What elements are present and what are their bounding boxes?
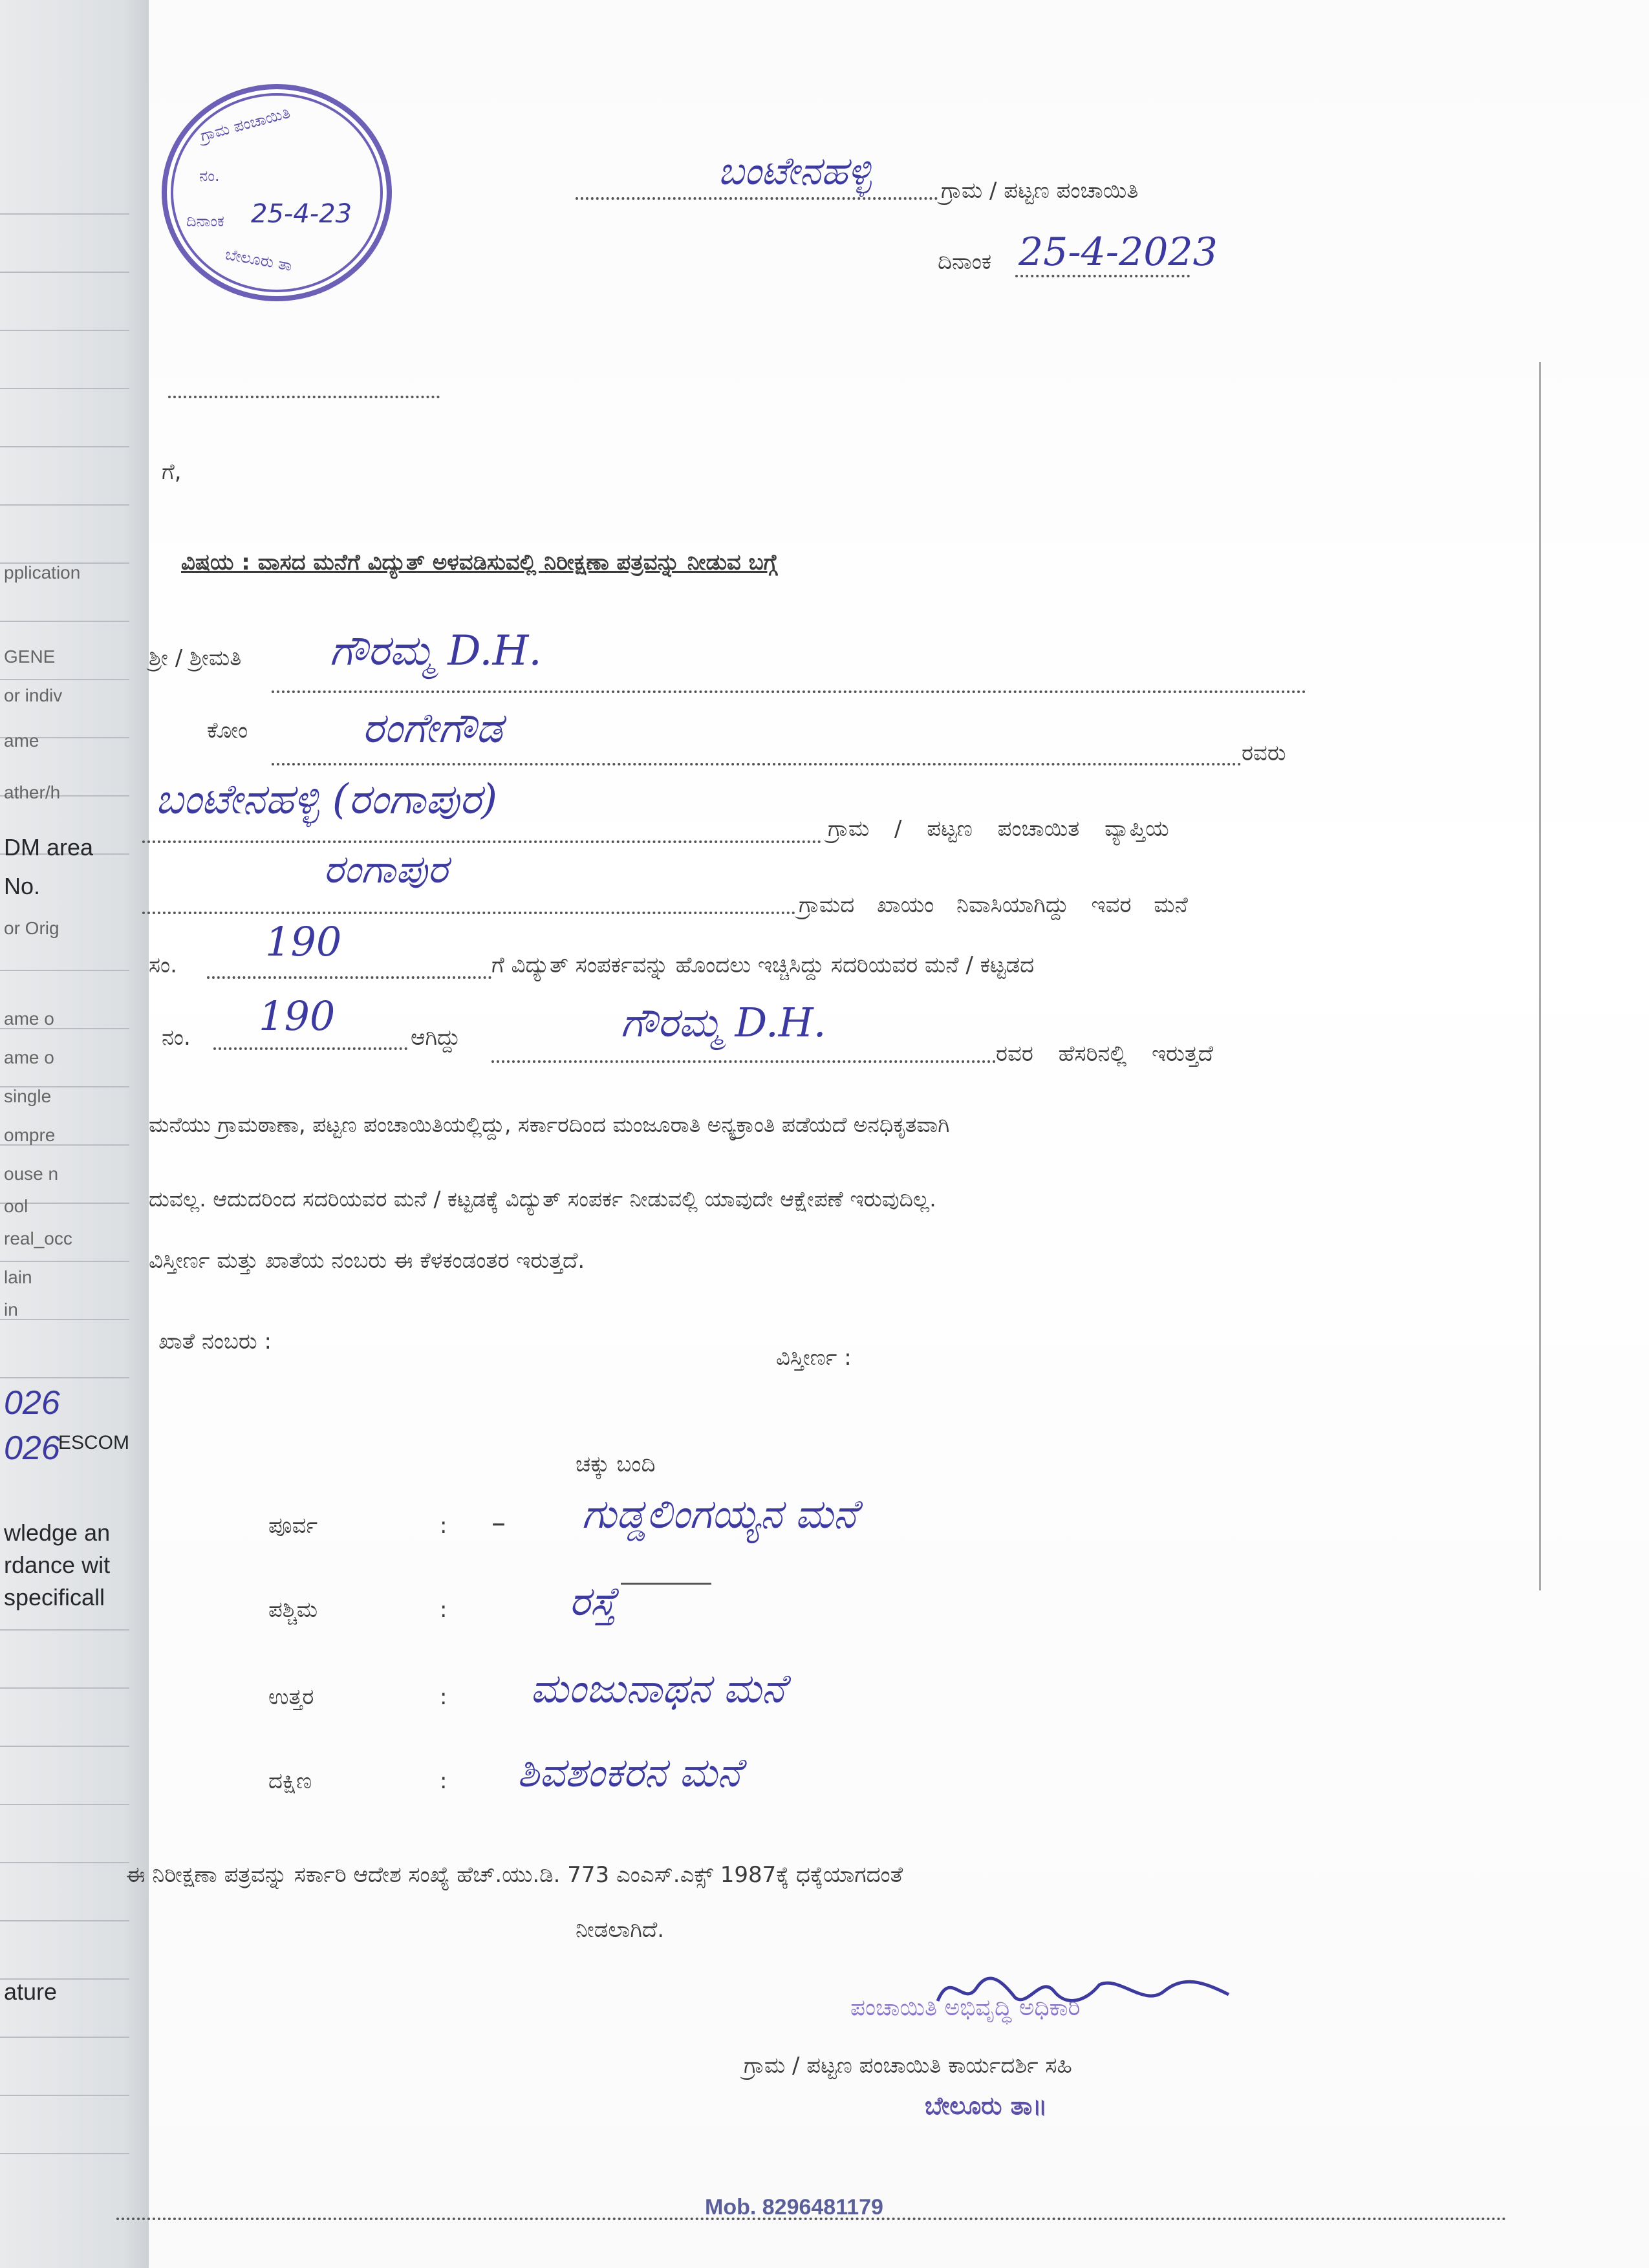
under-text: ame o xyxy=(4,1047,54,1067)
under-text: wledge an xyxy=(4,1519,111,1546)
dotted-line xyxy=(142,840,821,843)
khata-label: ಖಾತೆ ನಂಬರು : xyxy=(158,1329,272,1354)
house-no2-label: ನಂ. xyxy=(162,1025,191,1051)
under-text: or Orig xyxy=(4,918,59,938)
panchayat-suffix: ಗ್ರಾಮ / ಪಟ್ಟಣ ಪಂಚಾಯಿತಿ xyxy=(941,178,1139,204)
under-handwritten: 026 xyxy=(4,1429,60,1467)
house-no-suffix: ಗೆ ವಿದ್ಯುತ್ ಸಂಪರ್ಕವನ್ನು ಹೊಂದಲು ಇಚ್ಚಿಸಿದ್ದು ಸದರಿಯವರ ಮನೆ / ಕಟ್ಟಡದ xyxy=(491,952,1035,978)
under-text: ESCOM xyxy=(58,1432,130,1453)
under-text: ature xyxy=(4,1978,58,2005)
seal-date-value: 25-4-23 xyxy=(251,199,352,229)
closing-line-2: ನೀಡಲಾಗಿದೆ. xyxy=(576,1917,665,1943)
dotted-line xyxy=(272,690,1306,693)
under-text: DM area xyxy=(4,834,94,861)
boundary-east-label: ಪೂರ್ವ xyxy=(268,1513,318,1539)
under-text: or indiv xyxy=(4,685,63,705)
under-text: ompre xyxy=(4,1125,56,1145)
dotted-line xyxy=(491,1060,996,1063)
under-text: single xyxy=(4,1086,52,1106)
mobile-number: Mob. 8296481179 xyxy=(705,2195,883,2220)
subject-line: ವಿಷಯ : ವಾಸದ ಮನೆಗೆ ವಿದ್ಯುತ್ ಅಳವಡಿಸುವಲ್ಲಿ ನಿರೀಕ್ಷಣಾ ಪತ್ರವನ್ನು ನೀಡುವ ಬಗ್ಗೆ xyxy=(181,550,778,575)
resident-village: ರಂಗಾಪುರ xyxy=(323,847,448,892)
house-no-label: ಸಂ. xyxy=(149,952,177,978)
dotted-line xyxy=(168,396,440,398)
under-handwritten: 026 xyxy=(4,1384,60,1422)
dotted-line xyxy=(207,976,491,979)
under-text: specificall xyxy=(4,1584,105,1610)
underlying-form xyxy=(0,0,158,2268)
under-text: ame o xyxy=(4,1009,54,1029)
boundary-north-value: ಮಂಜುನಾಥನ ಮನೆ xyxy=(530,1665,786,1712)
under-text: pplication xyxy=(4,562,81,583)
under-text: ame xyxy=(4,731,39,751)
under-text: ouse n xyxy=(4,1164,59,1184)
dash: – xyxy=(491,1506,506,1539)
house-no2-mid: ಆಗಿದ್ದು xyxy=(411,1025,460,1051)
boundary-north-label: ಉತ್ತರ xyxy=(268,1684,314,1710)
boundary-south-label: ದಕ್ಷಿಣ xyxy=(268,1768,312,1794)
colon: : xyxy=(440,1768,447,1794)
signatory-place: ಬೇಲೂರು ತಾ॥ xyxy=(925,2091,1048,2120)
chakku-title: ಚಕ್ಕು ಬಂದಿ xyxy=(576,1451,656,1477)
dotted-line xyxy=(142,912,795,914)
under-text: ool xyxy=(4,1196,28,1216)
seal-date-label: ದಿನಾಂಕ xyxy=(186,212,224,230)
colon: : xyxy=(440,1597,447,1623)
applicant-name: ಗೌರಮ್ಮ D.H. xyxy=(330,627,542,675)
underline xyxy=(621,1583,711,1585)
to-mark: ಗೆ, xyxy=(162,459,182,485)
village-suffix: ಗ್ರಾಮ / ಪಟ್ಟಣ ಪಂಚಾಯಿತ ವ್ಯಾಪ್ತಿಯ xyxy=(828,816,1169,842)
owner-suffix: ರವರ ಹೆಸರಿನಲ್ಲಿ ಇರುತ್ತದೆ xyxy=(996,1041,1214,1067)
area-label: ವಿಸ್ತೀರ್ಣ : xyxy=(776,1345,852,1371)
body-line-8: ವಿಸ್ತೀರ್ಣ ಮತ್ತು ಖಾತೆಯ ನಂಬರು ಈ ಕೆಳಕಂಡಂತರ ಇರುತ್ತದೆ. xyxy=(149,1248,585,1274)
under-text: ather/h xyxy=(4,782,61,802)
body-line-6: ಮನೆಯು ಗ್ರಾಮಠಾಣಾ, ಪಟ್ಟಣ ಪಂಚಾಯಿತಿಯಲ್ಲಿದ್ದು, ಸರ್ಕಾರದಿಂದ ಮಂಜೂರಾತಿ ಅನ್ಯಕ್ರಾಂತಿ ಪಡೆಯದೆ ಅನಧಿಕೃತವಾಗಿ xyxy=(149,1112,950,1137)
under-text: rdance wit xyxy=(4,1552,111,1578)
date-label: ದಿನಾಂಕ xyxy=(938,249,992,275)
village-name: ಬಂಟೇನಹಳ್ಳಿ (ರಂಗಾಪುರ) xyxy=(155,776,498,824)
dotted-line xyxy=(272,763,1242,765)
father-name: ರಂಗೇಗೌಡ xyxy=(362,705,503,753)
boundary-west-label: ಪಶ್ಚಿಮ xyxy=(268,1597,318,1623)
panchayat-seal xyxy=(162,84,392,301)
colon: : xyxy=(440,1684,447,1710)
closing-line-1: ಈ ನಿರೀಕ್ಷಣಾ ಪತ್ರವನ್ನು ಸರ್ಕಾರಿ ಆದೇಶ ಸಂಖ್ಯೆ ಹೆಚ್.ಯು.ಡಿ. 773 ಎಂಎಸ್.ಎಕ್ಸ್ 1987ಕ್ಕೆ ಧಕ್ಕೆಯಾಗದಂತೆ xyxy=(126,1862,903,1888)
colon: : xyxy=(440,1513,447,1539)
under-text: in xyxy=(4,1300,18,1320)
house-number: 190 xyxy=(265,918,342,965)
panchayat-name: ಬಂಟೇನಹಳ್ಳಿ xyxy=(718,149,872,194)
margin-line xyxy=(1539,362,1541,1590)
dotted-line xyxy=(213,1047,407,1050)
under-text: No. xyxy=(4,873,41,899)
body-line-7: ದುವಲ್ಲ. ಆದುದರಿಂದ ಸದರಿಯವರ ಮನೆ / ಕಟ್ಟಡಕ್ಕೆ ವಿದ್ಯುತ್ ಸಂಪರ್ಕ ನೀಡುವಲ್ಲಿ ಯಾವುದೇ ಆಕ್ಷೇಪಣೆ ಇರುವುದಿಲ್ಲ. xyxy=(149,1186,936,1212)
house-number-2: 190 xyxy=(259,992,336,1040)
seal-text-top: ಗ್ರಾಮ ಪಂಚಾಯಿತಿ xyxy=(198,103,292,145)
dotted-line xyxy=(1015,275,1190,277)
under-text: lain xyxy=(4,1267,32,1287)
officer-stamp: ಪಂಚಾಯಿತಿ ಅಭಿವೃದ್ಧಿ ಅಧಿಕಾರಿ xyxy=(850,1995,1081,2021)
ravaru-label: ರವರು xyxy=(1242,740,1286,766)
signatory-title: ಗ್ರಾಮ / ಪಟ್ಟಣ ಪಂಚಾಯಿತಿ ಕಾರ್ಯದರ್ಶಿ ಸಹಿ xyxy=(744,2053,1072,2079)
dotted-line xyxy=(576,197,938,200)
boundary-west-value: ರಸ್ತೆ xyxy=(569,1578,617,1625)
boundary-east-value: ಗುಡ್ಡಲಿಂಗಯ್ಯನ ಮನೆ xyxy=(582,1490,857,1537)
date-value: 25-4-2023 xyxy=(1018,230,1218,275)
owner-name: ಗೌರಮ್ಮ D.H. xyxy=(621,999,826,1046)
under-text: real_occ xyxy=(4,1228,72,1248)
sri-prefix: ಶ್ರೀ / ಶ್ರೀಮತಿ xyxy=(149,645,242,671)
seal-text-bottom: ಬೇಲೂರು ತಾ xyxy=(224,245,294,275)
resident-suffix: ಗ್ರಾಮದ ಖಾಯಂ ನಿವಾಸಿಯಾಗಿದ್ದು ಇವರ ಮನೆ xyxy=(799,892,1188,918)
boundary-south-value: ಶಿವಶಂಕರನ ಮನೆ xyxy=(517,1749,742,1796)
father-label: ಕೋಂ xyxy=(207,718,248,744)
under-text: GENE xyxy=(4,647,56,667)
seal-no-label: ನಂ. xyxy=(199,167,220,185)
